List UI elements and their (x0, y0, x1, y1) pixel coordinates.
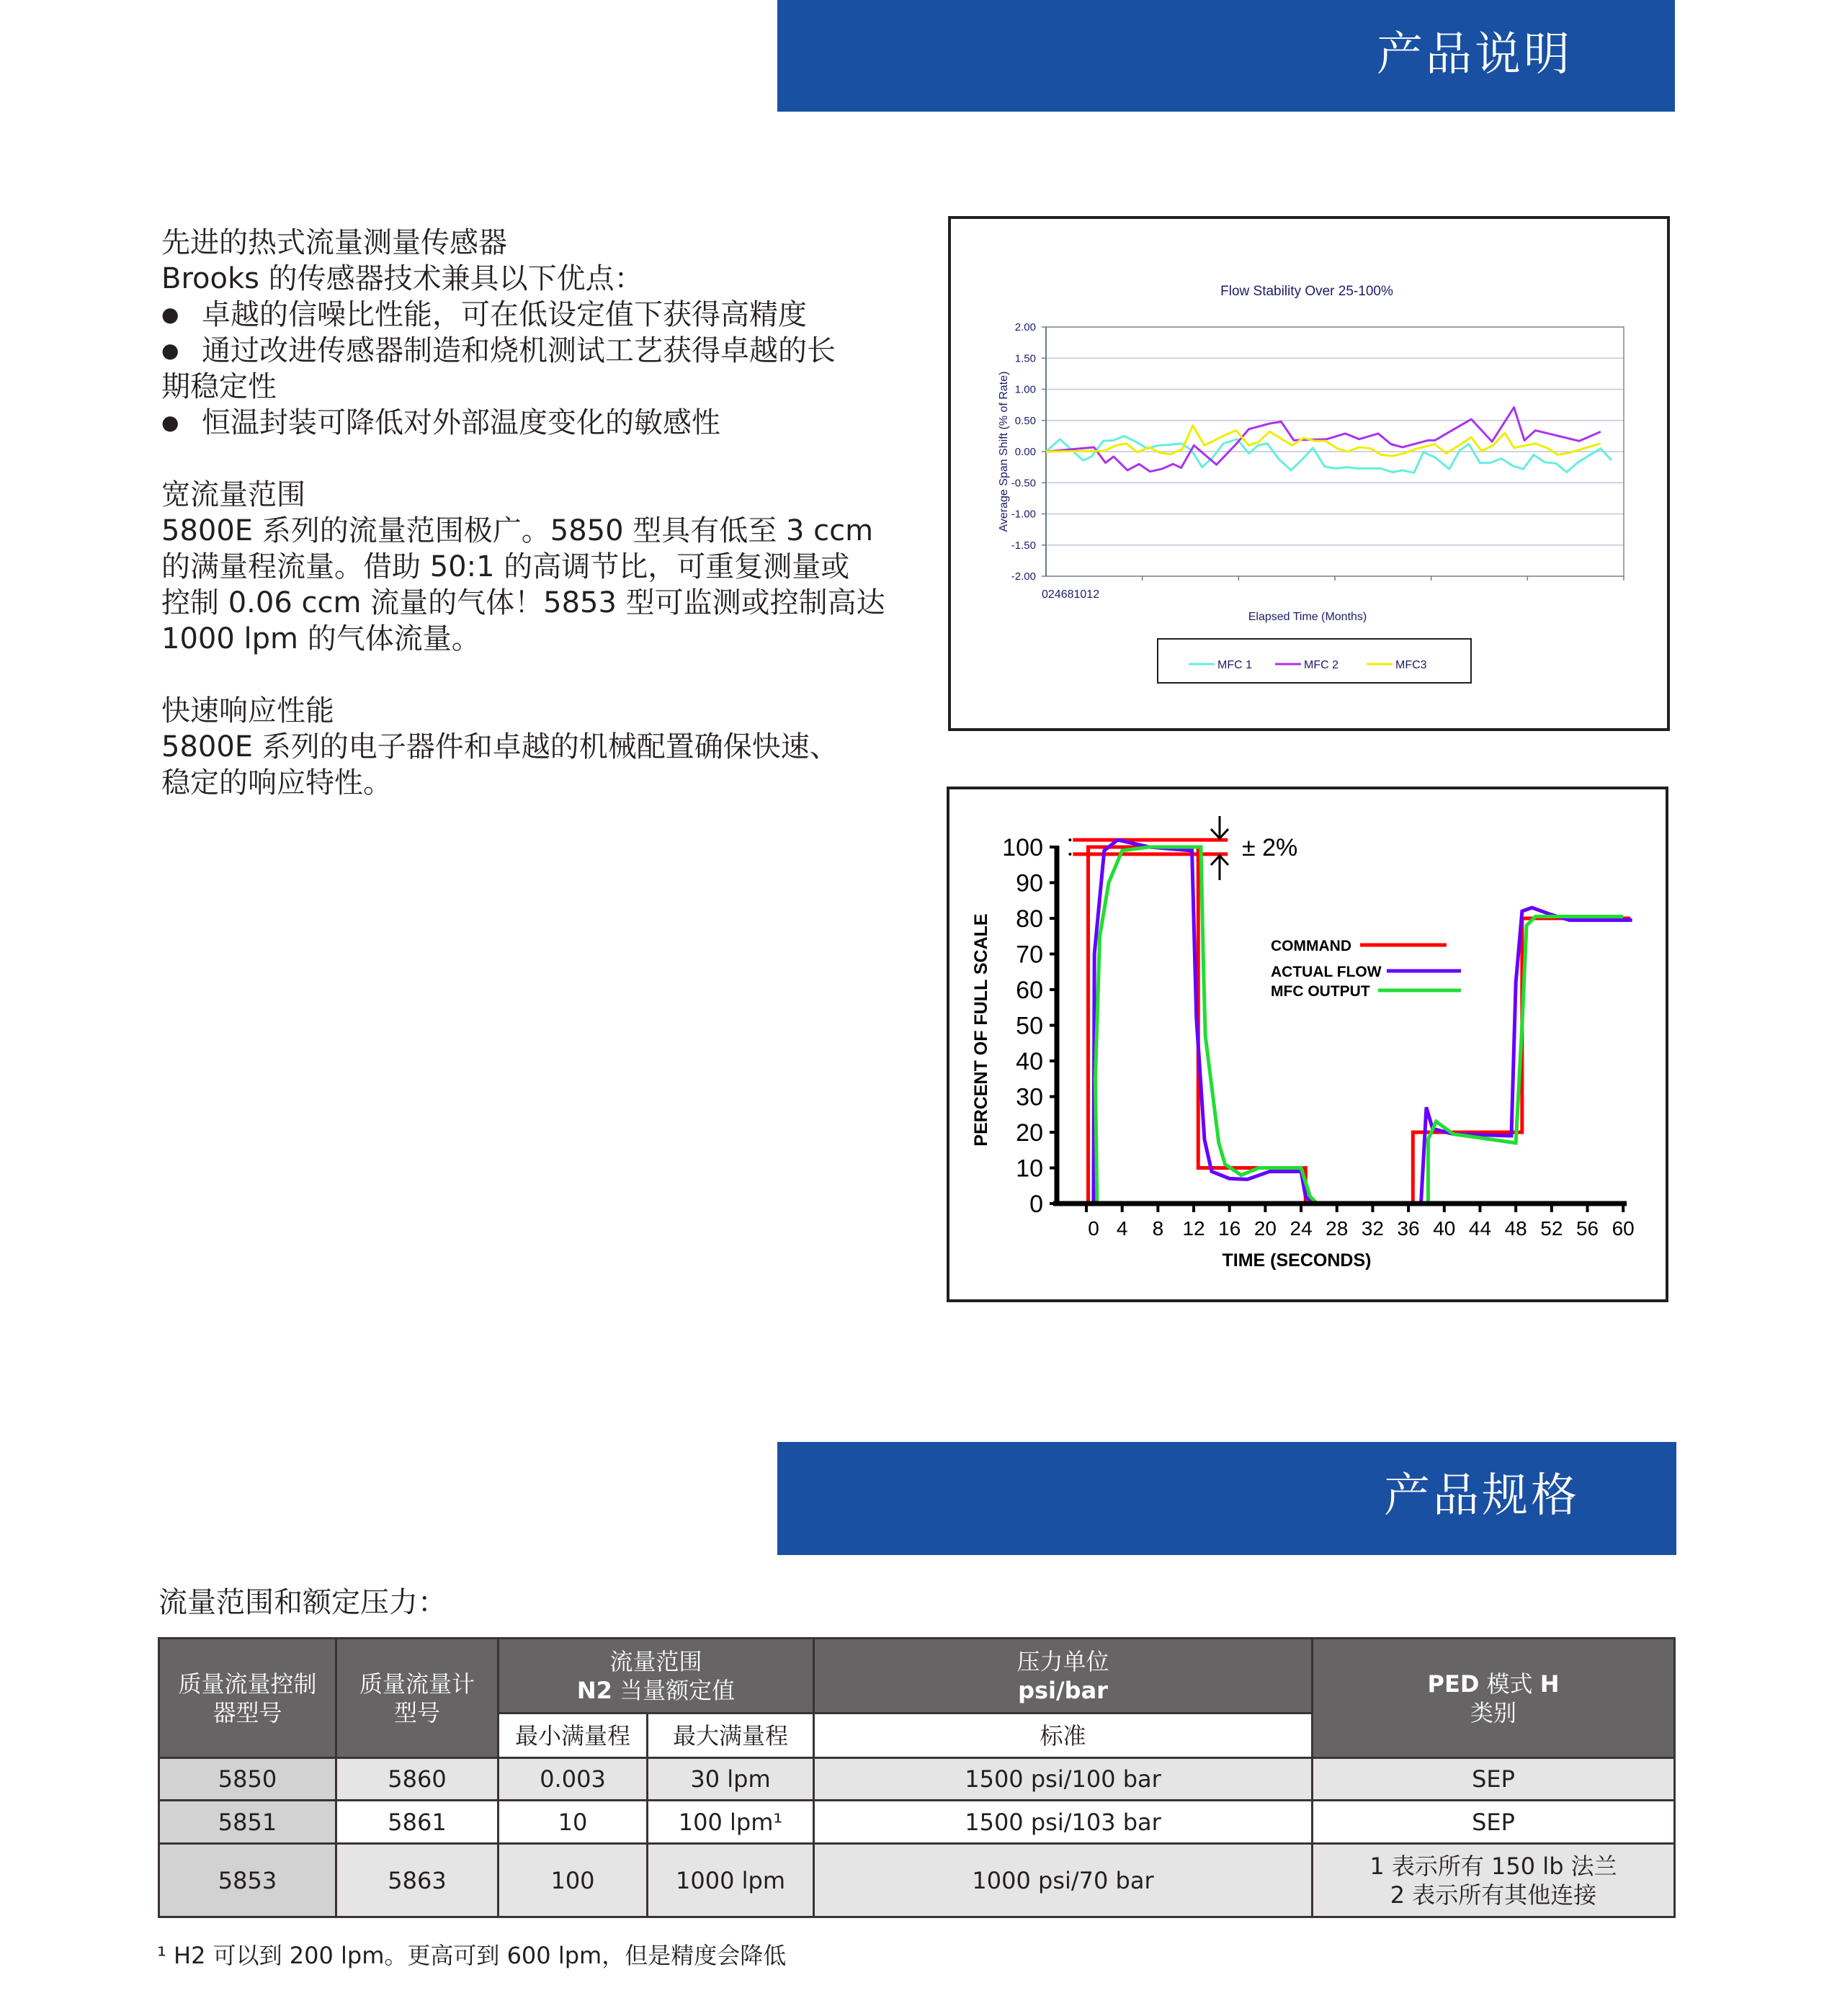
cell-mfm-model: 5861 (336, 1801, 499, 1844)
svg-text:90: 90 (1016, 869, 1043, 897)
response-plot (949, 789, 1666, 1299)
range-paragraph-line: 的满量程流量。借助 50:1 的高调节比，可重复测量或 (161, 550, 850, 583)
x-tick-labels (1088, 1217, 1635, 1240)
flow-stability-plot (951, 219, 1667, 728)
cell-mfm-model: 5863 (336, 1844, 499, 1917)
svg-text:10: 10 (1016, 1155, 1043, 1183)
svg-text:30: 30 (1016, 1083, 1043, 1111)
x-axis-label: Elapsed Time (Months) (1248, 611, 1367, 623)
table-header-row (159, 1639, 1675, 1713)
svg-text:60: 60 (1016, 977, 1043, 1004)
svg-text:56: 56 (1575, 1217, 1599, 1240)
svg-text:100: 100 (1002, 834, 1043, 861)
range-heading: 宽流量范围 (161, 478, 305, 511)
cell-pressure: 1500 psi/100 bar (814, 1758, 1313, 1801)
cell-min-fs: 10 (499, 1801, 648, 1844)
col-header-max-fs: 最大满量程 (648, 1713, 814, 1758)
svg-text:12: 12 (1182, 1217, 1205, 1240)
svg-text:-1.00: -1.00 (1011, 508, 1036, 521)
svg-text:-0.50: -0.50 (1011, 477, 1036, 490)
svg-text:1.50: 1.50 (1014, 352, 1036, 365)
cell-min-fs: 100 (499, 1844, 648, 1917)
col-header-mfc-model: 质量流量控制 器型号 (159, 1639, 336, 1758)
table-row (159, 1801, 1675, 1844)
svg-text:40: 40 (1433, 1217, 1456, 1240)
response-heading: 快速响应性能 (161, 694, 334, 727)
svg-text:70: 70 (1016, 941, 1043, 969)
svg-text:8: 8 (1152, 1217, 1164, 1240)
y-tick-labels (1011, 321, 1036, 583)
col-header-pressure-standard: 标准 (814, 1713, 1313, 1758)
data-series (1046, 408, 1612, 473)
svg-text:48: 48 (1504, 1217, 1527, 1240)
tolerance-annotation: ± 2% (1242, 834, 1298, 861)
svg-text:0: 0 (1029, 1191, 1043, 1218)
svg-text:60: 60 (1612, 1217, 1635, 1240)
cell-min-fs: 0.003 (499, 1758, 648, 1801)
cell-mfm-model: 5860 (336, 1758, 499, 1801)
col-header-min-fs: 最小满量程 (499, 1713, 648, 1758)
sensor-bullet: ● 恒温封装可降低对外部温度变化的敏感性 (161, 405, 896, 441)
description-banner (777, 0, 1675, 112)
range-paragraph-line: 5800E 系列的流量范围极广。5850 型具有低至 3 ccm (161, 514, 874, 547)
svg-text:0: 0 (1088, 1217, 1099, 1240)
axes (1050, 846, 1627, 1212)
features-text (161, 225, 896, 801)
cell-max-fs: 30 lpm (648, 1758, 814, 1801)
y-axis-label: Average Span Shift (% of Rate) (998, 371, 1010, 532)
svg-text:-2.00: -2.00 (1011, 570, 1036, 583)
tolerance-arrows (1211, 816, 1228, 880)
cell-ped: SEP (1313, 1801, 1675, 1844)
cell-max-fs: 1000 lpm (648, 1844, 814, 1917)
col-header-mfm-model: 质量流量计 型号 (336, 1639, 499, 1758)
y-tick-labels (1002, 834, 1043, 1218)
flow-stability-chart (948, 216, 1670, 731)
spacer (161, 441, 896, 477)
x-axis-label: TIME (SECONDS) (1222, 1250, 1372, 1271)
cell-mfc-model: 5850 (159, 1758, 336, 1801)
data-series (1088, 840, 1632, 1204)
response-chart (947, 787, 1668, 1302)
chart-title: Flow Stability Over 25-100% (1220, 284, 1393, 299)
sensor-bullet: ● 卓越的信噪比性能，可在低设定值下获得高精度 (161, 297, 896, 333)
sensor-bullet-continuation: 期稳定性 (161, 370, 277, 403)
svg-text:50: 50 (1016, 1012, 1043, 1040)
x-tick-label: 024681012 (1042, 588, 1100, 601)
table-row (159, 1758, 1675, 1801)
svg-text:MFC 1: MFC 1 (1217, 659, 1252, 671)
cell-mfc-model: 5853 (159, 1844, 336, 1917)
svg-text:32: 32 (1361, 1217, 1385, 1240)
svg-text:MFC3: MFC3 (1395, 659, 1427, 671)
svg-text:0.00: 0.00 (1014, 446, 1036, 458)
cell-max-fs: 100 lpm¹ (648, 1801, 814, 1844)
svg-text:MFC 2: MFC 2 (1304, 659, 1338, 671)
specs-banner (777, 1442, 1676, 1555)
footnote: ¹ H2 可以到 200 lpm。更高可到 600 lpm，但是精度会降低 (157, 1942, 787, 1969)
range-paragraph-line: 1000 lpm 的气体流量。 (161, 622, 481, 655)
svg-text:2.00: 2.00 (1014, 321, 1036, 333)
cell-mfc-model: 5851 (159, 1801, 336, 1844)
svg-text:24: 24 (1290, 1217, 1313, 1240)
svg-text:4: 4 (1116, 1217, 1128, 1240)
sensor-intro: Brooks 的传感器技术兼具以下优点： (161, 262, 643, 295)
col-header-ped: PED 模式 H 类别 (1313, 1639, 1675, 1758)
range-paragraph-line: 控制 0.06 ccm 流量的气体！5853 型可监测或控制高达 (161, 586, 885, 619)
svg-text:52: 52 (1540, 1217, 1563, 1240)
svg-text:36: 36 (1397, 1217, 1420, 1240)
svg-text:44: 44 (1468, 1217, 1492, 1240)
table-row (159, 1844, 1675, 1917)
svg-text:40: 40 (1016, 1048, 1043, 1075)
sensor-heading: 先进的热式流量测量传感器 (161, 226, 507, 259)
cell-pressure: 1500 psi/103 bar (814, 1801, 1313, 1844)
svg-text:80: 80 (1016, 905, 1043, 933)
response-paragraph-line: 稳定的响应特性。 (161, 766, 392, 799)
svg-text:20: 20 (1253, 1217, 1277, 1240)
svg-text:20: 20 (1016, 1119, 1043, 1147)
spacer (161, 657, 896, 693)
response-paragraph-line: 5800E 系列的电子器件和卓越的机械配置确保快速、 (161, 730, 839, 763)
cell-ped: 1 表示所有 150 lb 法兰 2 表示所有其他连接 (1313, 1844, 1675, 1917)
svg-text:1.00: 1.00 (1014, 383, 1036, 396)
sensor-bullet: ● 通过改进传感器制造和烧机测试工艺获得卓越的长 (161, 333, 896, 369)
col-header-pressure: 压力单位 psi/bar (814, 1639, 1313, 1713)
cell-ped: SEP (1313, 1758, 1675, 1801)
description-title: 产品说明 (1377, 28, 1573, 81)
svg-text:28: 28 (1326, 1217, 1349, 1240)
cell-pressure: 1000 psi/70 bar (814, 1844, 1313, 1917)
col-header-flow-range: 流量范围 N2 当量额定值 (499, 1639, 814, 1713)
specs-title: 产品规格 (1384, 1469, 1580, 1523)
specs-table (158, 1637, 1676, 1918)
svg-text:0.50: 0.50 (1014, 414, 1036, 427)
svg-text:-1.50: -1.50 (1011, 539, 1036, 552)
svg-text:MFC OUTPUT: MFC OUTPUT (1271, 983, 1370, 1000)
svg-text:ACTUAL FLOW: ACTUAL FLOW (1271, 964, 1382, 980)
svg-text:COMMAND: COMMAND (1271, 938, 1351, 954)
legend (1271, 938, 1461, 1000)
svg-text:16: 16 (1218, 1217, 1241, 1240)
y-axis-label: PERCENT OF FULL SCALE (971, 913, 991, 1147)
specs-heading: 流量范围和额定压力： (158, 1586, 447, 1619)
gridlines (1042, 327, 1624, 581)
